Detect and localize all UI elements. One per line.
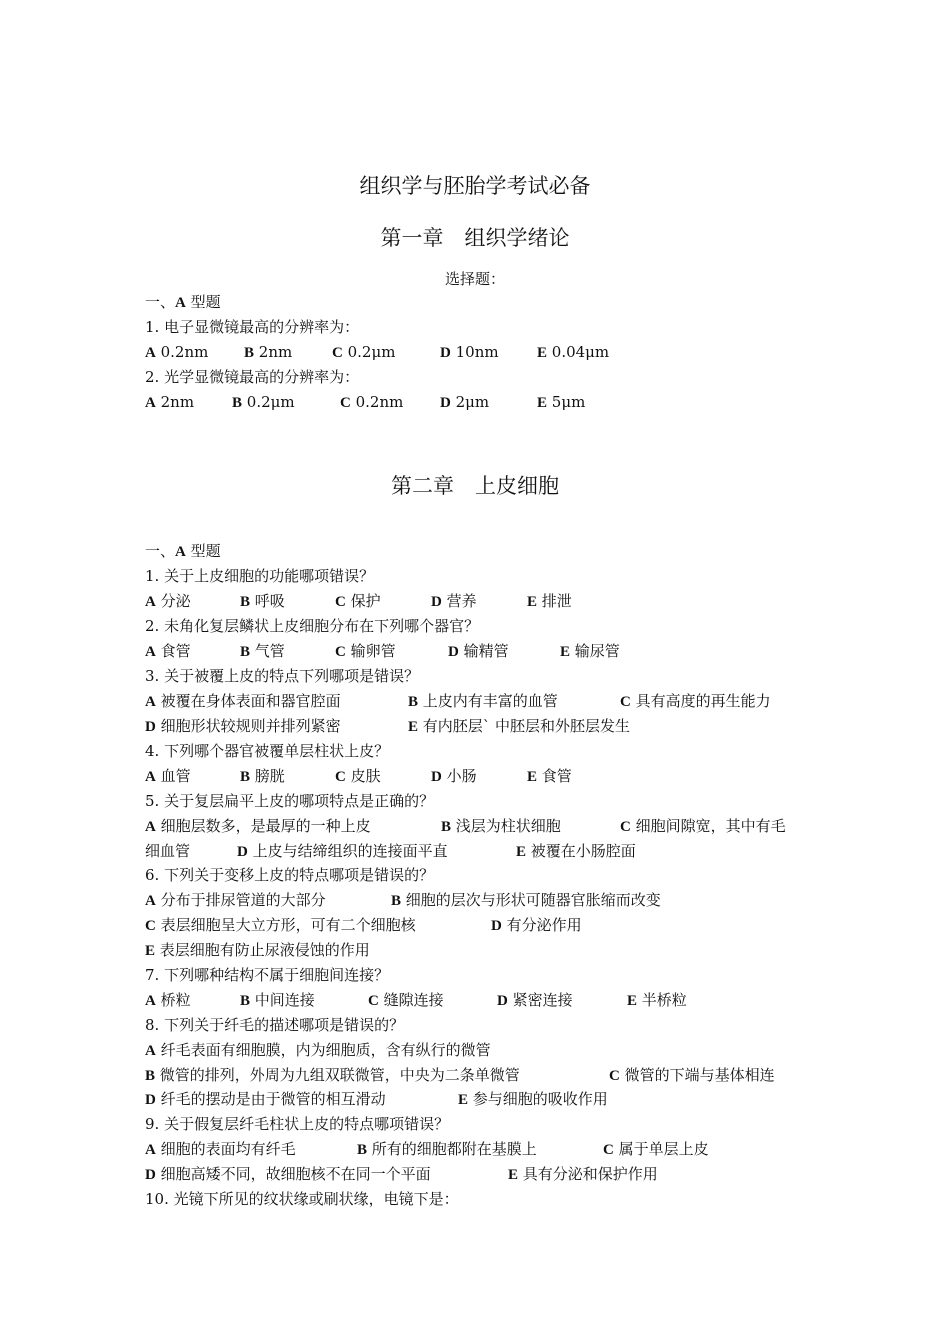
document-title: 组织学与胚胎学考试必备 xyxy=(359,174,591,198)
ch2-q2-option-e: E 输尿管 xyxy=(560,642,620,660)
ch2-question-5: 5. 关于复层扁平上皮的哪项特点是正确的？ xyxy=(145,792,435,810)
ch2-q3-option-b: B 上皮内有丰富的血管 xyxy=(408,692,558,710)
ch2-question-8: 8. 下列关于纤毛的描述哪项是错误的？ xyxy=(145,1016,405,1034)
ch2-q3-option-a: A 被覆在身体表面和器官腔面 xyxy=(145,692,341,710)
ch1-question-2: 2. 光学显微镜最高的分辨率为： xyxy=(145,368,360,386)
ch2-q3-option-e: E 有内胚层` 中胚层和外胚层发生 xyxy=(408,717,631,735)
ch2-q6-option-c: C 表层细胞呈大立方形，可有二个细胞核 xyxy=(145,916,416,934)
ch2-q8-option-d: D 纤毛的摆动是由于微管的相互滑动 xyxy=(145,1090,386,1108)
ch2-q6-option-d: D 有分泌作用 xyxy=(491,916,582,934)
ch2-question-2: 2. 未角化复层鳞状上皮细胞分布在下列哪个器官？ xyxy=(145,617,480,635)
ch2-q6-option-b: B 细胞的层次与形状可随器官胀缩而改变 xyxy=(391,891,661,909)
ch2-q5-option-b: B 浅层为柱状细胞 xyxy=(441,817,561,835)
ch2-question-10: 10. 光镜下所见的纹状缘或刷状缘，电镜下是： xyxy=(145,1190,459,1208)
ch1-q1-option-e: E 0.04μm xyxy=(537,343,610,361)
ch2-q5-option-e: E 被覆在小肠腔面 xyxy=(516,842,636,860)
ch2-q6-option-a: A 分布于排尿管道的大部分 xyxy=(145,891,326,909)
ch2-q5-option-c: C 细胞间隙宽，其中有毛 xyxy=(620,817,786,835)
ch2-q4-option-d: D 小肠 xyxy=(431,767,477,785)
ch2-section-heading: 一、A 型题 xyxy=(145,542,221,560)
ch2-q2-option-c: C 输卵管 xyxy=(335,642,396,660)
ch2-question-6: 6. 下列关于变移上皮的特点哪项是错误的？ xyxy=(145,866,435,884)
ch2-q4-option-a: A 血管 xyxy=(145,767,191,785)
ch2-q8-option-a: A 纤毛表面有细胞膜，内为细胞质，含有纵行的微管 xyxy=(145,1041,491,1059)
ch2-q8-option-c: C 微管的下端与基体相连 xyxy=(609,1066,775,1084)
ch2-q1-option-b: B 呼吸 xyxy=(240,592,285,610)
ch2-q4-option-e: E 食管 xyxy=(527,767,572,785)
ch2-question-3: 3. 关于被覆上皮的特点下列哪项是错误？ xyxy=(145,667,420,685)
ch2-question-4: 4. 下列哪个器官被覆单层柱状上皮？ xyxy=(145,742,390,760)
ch2-question-1: 1. 关于上皮细胞的功能哪项错误？ xyxy=(145,567,375,585)
ch2-q7-option-a: A 桥粒 xyxy=(145,991,191,1009)
ch2-q1-option-a: A 分泌 xyxy=(145,592,191,610)
ch2-q7-option-e: E 半桥粒 xyxy=(627,991,687,1009)
ch1-q1-option-d: D 10nm xyxy=(440,343,499,361)
ch2-q2-option-b: B 气管 xyxy=(240,642,285,660)
ch2-q6-option-e: E 表层细胞有防止尿液侵蚀的作用 xyxy=(145,941,370,959)
ch2-q1-option-c: C 保护 xyxy=(335,592,381,610)
chapter-2-title: 第二章 上皮细胞 xyxy=(391,474,559,498)
ch2-q7-option-c: C 缝隙连接 xyxy=(368,991,444,1009)
ch1-q1-option-a: A 0.2nm xyxy=(145,343,209,361)
ch2-q9-option-a: A 细胞的表面均有纤毛 xyxy=(145,1140,296,1158)
chapter-1-subtitle: 选择题： xyxy=(444,270,505,288)
ch1-q1-option-b: B 2nm xyxy=(244,343,293,361)
ch2-q8-option-e: E 参与细胞的吸收作用 xyxy=(458,1090,608,1108)
ch2-q3-option-d: D 细胞形状较规则并排列紧密 xyxy=(145,717,341,735)
ch2-q7-option-b: B 中间连接 xyxy=(240,991,315,1009)
ch2-q2-option-d: D 输精管 xyxy=(448,642,509,660)
ch2-q2-option-a: A 食管 xyxy=(145,642,191,660)
ch2-q8-option-b: B 微管的排列，外周为九组双联微管，中央为二条单微管 xyxy=(145,1066,520,1084)
ch2-q1-option-e: E 排泄 xyxy=(527,592,572,610)
chapter-1-title: 第一章 组织学绪论 xyxy=(380,226,570,250)
ch2-q3-option-c: C 具有高度的再生能力 xyxy=(620,692,771,710)
ch1-q2-option-a: A 2nm xyxy=(145,393,195,411)
ch2-question-9: 9. 关于假复层纤毛柱状上皮的特点哪项错误？ xyxy=(145,1115,450,1133)
ch2-q5-option-d: D 上皮与结缔组织的连接面平直 xyxy=(237,842,448,860)
ch2-question-7: 7. 下列哪种结构不属于细胞间连接？ xyxy=(145,966,390,984)
ch2-q4-option-c: C 皮肤 xyxy=(335,767,381,785)
ch1-q2-option-c: C 0.2nm xyxy=(340,393,404,411)
ch2-q5-option-a: A 细胞层数多，是最厚的一种上皮 xyxy=(145,817,371,835)
ch2-q9-option-e: E 具有分泌和保护作用 xyxy=(508,1165,658,1183)
ch1-q1-option-c: C 0.2μm xyxy=(332,343,396,361)
ch2-q9-option-b: B 所有的细胞都附在基膜上 xyxy=(357,1140,537,1158)
ch1-section-heading: 一、A 型题 xyxy=(145,293,221,311)
ch2-q1-option-d: D 营养 xyxy=(431,592,477,610)
ch2-q9-option-d: D 细胞高矮不同，故细胞核不在同一个平面 xyxy=(145,1165,431,1183)
ch1-q2-option-e: E 5μm xyxy=(537,393,586,411)
ch2-q5-option-c-continued: 细血管 xyxy=(145,842,191,860)
ch1-q2-option-b: B 0.2μm xyxy=(232,393,295,411)
ch1-q2-option-d: D 2μm xyxy=(440,393,490,411)
ch2-q7-option-d: D 紧密连接 xyxy=(497,991,573,1009)
ch2-q9-option-c: C 属于单层上皮 xyxy=(603,1140,709,1158)
ch2-q4-option-b: B 膀胱 xyxy=(240,767,285,785)
ch1-question-1: 1. 电子显微镜最高的分辨率为： xyxy=(145,318,360,336)
